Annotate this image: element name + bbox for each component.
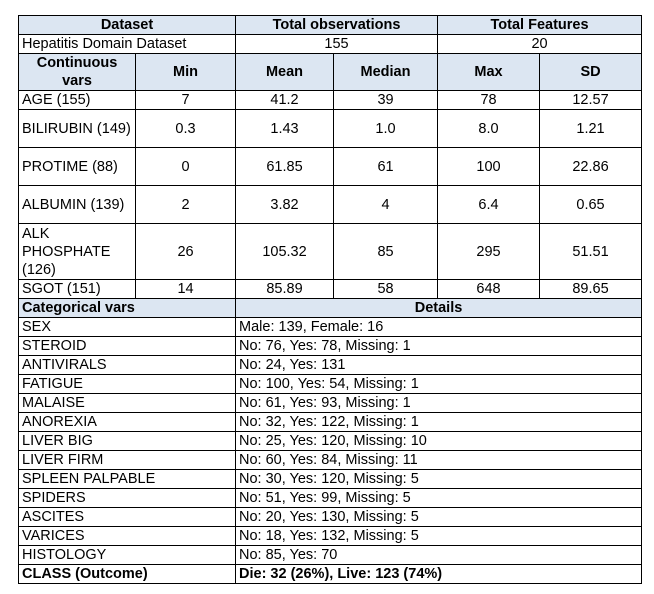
var-max: 8.0 xyxy=(438,110,540,148)
details-header: Details xyxy=(236,299,642,318)
cat-name: SPLEEN PALPABLE xyxy=(19,470,236,489)
cat-details: No: 85, Yes: 70 xyxy=(236,546,642,565)
var-min: 2 xyxy=(136,186,236,224)
categorical-header-row xyxy=(19,299,642,318)
class-outcome-details: Die: 32 (26%), Live: 123 (74%) xyxy=(236,565,642,584)
min-header: Min xyxy=(136,54,236,91)
var-mean: 61.85 xyxy=(236,148,334,186)
cat-name: LIVER BIG xyxy=(19,432,236,451)
cat-details: No: 18, Yes: 132, Missing: 5 xyxy=(236,527,642,546)
cat-name: FATIGUE xyxy=(19,375,236,394)
var-mean: 105.32 xyxy=(236,224,334,280)
var-sd: 0.65 xyxy=(540,186,642,224)
var-max: 6.4 xyxy=(438,186,540,224)
table-row xyxy=(19,470,642,489)
table-row xyxy=(19,394,642,413)
var-median: 1.0 xyxy=(334,110,438,148)
cat-name: MALAISE xyxy=(19,394,236,413)
table-row xyxy=(19,186,642,224)
dataset-features: 20 xyxy=(438,35,642,54)
var-mean: 3.82 xyxy=(236,186,334,224)
table-row xyxy=(19,91,642,110)
table-row xyxy=(19,489,642,508)
cat-name: ANTIVIRALS xyxy=(19,356,236,375)
var-min: 14 xyxy=(136,280,236,299)
var-name: AGE (155) xyxy=(19,91,136,110)
table-row xyxy=(19,110,642,148)
var-median: 4 xyxy=(334,186,438,224)
var-median: 58 xyxy=(334,280,438,299)
table-row xyxy=(19,318,642,337)
table-row xyxy=(19,148,642,186)
cat-details: No: 60, Yes: 84, Missing: 11 xyxy=(236,451,642,470)
table-row xyxy=(19,375,642,394)
dataset-row xyxy=(19,35,642,54)
class-outcome-row xyxy=(19,565,642,584)
var-name: ALBUMIN (139) xyxy=(19,186,136,224)
var-min: 0.3 xyxy=(136,110,236,148)
cat-details: No: 61, Yes: 93, Missing: 1 xyxy=(236,394,642,413)
var-min: 26 xyxy=(136,224,236,280)
cat-details: No: 25, Yes: 120, Missing: 10 xyxy=(236,432,642,451)
cat-name: SEX xyxy=(19,318,236,337)
var-name: ALK PHOSPHATE (126) xyxy=(19,224,136,280)
categorical-vars-header: Categorical vars xyxy=(19,299,236,318)
var-min: 7 xyxy=(136,91,236,110)
cat-details: Male: 139, Female: 16 xyxy=(236,318,642,337)
total-observations-header: Total observations xyxy=(236,16,438,35)
hepatitis-summary-table xyxy=(18,15,642,584)
cat-name: SPIDERS xyxy=(19,489,236,508)
table-row xyxy=(19,280,642,299)
table-row xyxy=(19,546,642,565)
continuous-vars-header: Continuous vars xyxy=(19,54,136,91)
var-sd: 1.21 xyxy=(540,110,642,148)
var-max: 78 xyxy=(438,91,540,110)
cat-name: LIVER FIRM xyxy=(19,451,236,470)
cat-name: ASCITES xyxy=(19,508,236,527)
var-name: SGOT (151) xyxy=(19,280,136,299)
var-mean: 1.43 xyxy=(236,110,334,148)
var-max: 100 xyxy=(438,148,540,186)
table-row xyxy=(19,527,642,546)
var-sd: 12.57 xyxy=(540,91,642,110)
var-max: 648 xyxy=(438,280,540,299)
continuous-header-row xyxy=(19,54,642,91)
table-row xyxy=(19,451,642,470)
cat-name: VARICES xyxy=(19,527,236,546)
table-row xyxy=(19,356,642,375)
cat-details: No: 20, Yes: 130, Missing: 5 xyxy=(236,508,642,527)
var-min: 0 xyxy=(136,148,236,186)
dataset-name: Hepatitis Domain Dataset xyxy=(19,35,236,54)
median-header: Median xyxy=(334,54,438,91)
var-max: 295 xyxy=(438,224,540,280)
cat-details: No: 51, Yes: 99, Missing: 5 xyxy=(236,489,642,508)
var-median: 61 xyxy=(334,148,438,186)
var-sd: 89.65 xyxy=(540,280,642,299)
table-row xyxy=(19,224,642,280)
table-row xyxy=(19,508,642,527)
top-header-row xyxy=(19,16,642,35)
table-row xyxy=(19,337,642,356)
table-row xyxy=(19,432,642,451)
var-median: 39 xyxy=(334,91,438,110)
var-mean: 85.89 xyxy=(236,280,334,299)
total-features-header: Total Features xyxy=(438,16,642,35)
cat-details: No: 30, Yes: 120, Missing: 5 xyxy=(236,470,642,489)
var-name: BILIRUBIN (149) xyxy=(19,110,136,148)
var-sd: 51.51 xyxy=(540,224,642,280)
var-name: PROTIME (88) xyxy=(19,148,136,186)
max-header: Max xyxy=(438,54,540,91)
cat-details: No: 100, Yes: 54, Missing: 1 xyxy=(236,375,642,394)
dataset-header: Dataset xyxy=(19,16,236,35)
sd-header: SD xyxy=(540,54,642,91)
mean-header: Mean xyxy=(236,54,334,91)
cat-name: STEROID xyxy=(19,337,236,356)
cat-name: ANOREXIA xyxy=(19,413,236,432)
var-mean: 41.2 xyxy=(236,91,334,110)
cat-details: No: 76, Yes: 78, Missing: 1 xyxy=(236,337,642,356)
var-median: 85 xyxy=(334,224,438,280)
class-outcome-name: CLASS (Outcome) xyxy=(19,565,236,584)
cat-details: No: 32, Yes: 122, Missing: 1 xyxy=(236,413,642,432)
var-sd: 22.86 xyxy=(540,148,642,186)
cat-name: HISTOLOGY xyxy=(19,546,236,565)
table-row xyxy=(19,413,642,432)
dataset-observations: 155 xyxy=(236,35,438,54)
cat-details: No: 24, Yes: 131 xyxy=(236,356,642,375)
hepatitis-summary-table-container xyxy=(18,15,641,584)
